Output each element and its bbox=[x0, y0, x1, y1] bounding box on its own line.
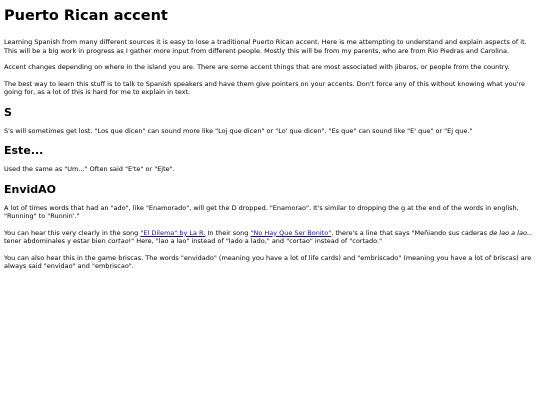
text-run: , there's a line that says "Meñiando sus caderas bbox=[331, 228, 490, 237]
section-envidao-paragraph-2 bbox=[4, 229, 536, 246]
text-run: tener abdominales y estar bien bbox=[4, 237, 108, 245]
no-hay-que-ser-bonito-link[interactable]: "No Hay Que Ser Bonito" bbox=[250, 228, 332, 237]
text-run: !" Here, "lao a lao" instead of "lado a lado," and "cortao" instead of "cortado." bbox=[128, 237, 383, 245]
section-heading-este: Este... bbox=[4, 144, 44, 157]
page-title: Puerto Rican accent bbox=[4, 8, 168, 24]
intro-paragraph-3: The best way to learn this stuff is to talk to Spanish speakers and have them give pointers on your accents. Don't force any of this without knowing what you're going for, as a lot of this is hard for me to explain in text. bbox=[4, 79, 526, 96]
text-run: In their song bbox=[205, 228, 251, 237]
section-este-paragraph: Used the same as "Um..." Often said "E'te" or "Ejte". bbox=[4, 165, 175, 173]
text-run: You can hear this very clearly in the song bbox=[4, 228, 141, 237]
emphasis-cortao: cortao bbox=[107, 237, 129, 245]
section-envidao-paragraph-1: A lot of times words that had an "ado", like "Enamorado", will get the D dropped. "Enamorao". It's similar to dropping the g at the end of the words in english, "Running" to "Runnin'." bbox=[4, 203, 519, 220]
section-s-paragraph: S's will sometimes get lost. "Los que dicen" can sound more like "Loj que dicen" or "Lo' que dicen". "Es que" can sound like "E' que" or "Ej que." bbox=[4, 126, 473, 135]
intro-paragraph-2: Accent changes depending on where in the island you are. There are some accent things that are most associated with jibaros, or people from the country. bbox=[4, 63, 510, 71]
intro-paragraph-1: Learning Spanish from many different sources it is easy to lose a traditional Puerto Rican accent. Here is me attempting to understand and explain aspects of it. This will be a big work in progress as I gather more input from different people. Mostly this will be from my parents, who are from Rio Piedras and Carolina. bbox=[4, 38, 527, 55]
section-heading-s: S bbox=[4, 105, 12, 119]
section-envidao-paragraph-3: You can also hear this in the game briscas. The words "envidado" (meaning you have a lot of life cards) and "embriscado" (meaning you have a lot of briscas) are always said "envidao" and "embriscao". bbox=[4, 253, 532, 270]
section-heading-envidao: EnvidAO bbox=[4, 182, 57, 196]
el-dilema-link[interactable]: "El Dilema" by La R. bbox=[140, 228, 206, 237]
emphasis-lao-a-lao: de lao a lao... bbox=[489, 228, 534, 237]
